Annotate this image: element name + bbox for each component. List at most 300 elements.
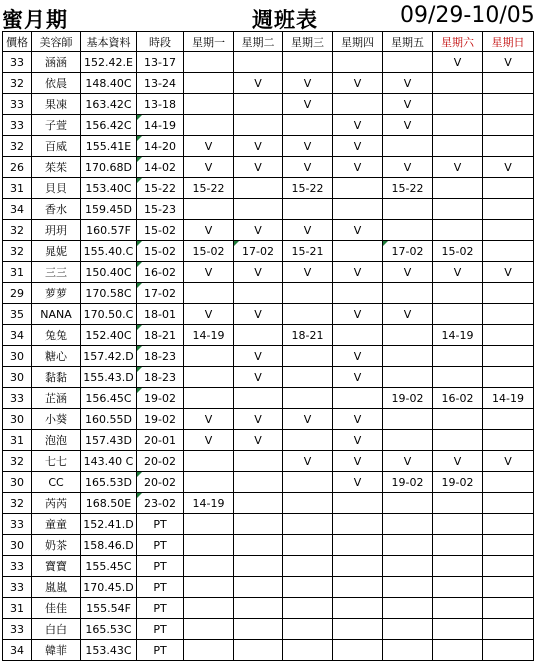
cell-wed xyxy=(283,283,333,304)
cell-price: 33 xyxy=(3,388,32,409)
cell-mon xyxy=(184,451,234,472)
cell-wed xyxy=(283,304,333,325)
cell-wed: V xyxy=(283,136,333,157)
cell-stylist: 芷涵 xyxy=(32,388,81,409)
cell-sat xyxy=(433,619,483,640)
table-row xyxy=(3,619,534,640)
cell-tue xyxy=(234,199,283,220)
cell-shift: 15-22 xyxy=(137,178,184,199)
cell-profile: 156.45C xyxy=(81,388,137,409)
cell-sun xyxy=(483,577,534,598)
cell-profile: 163.42C xyxy=(81,94,137,115)
table-row xyxy=(3,451,534,472)
cell-wed: V xyxy=(283,73,333,94)
table-row xyxy=(3,241,534,262)
cell-tue: V xyxy=(234,304,283,325)
cell-profile: 155.41E xyxy=(81,136,137,157)
cell-fri: V xyxy=(383,115,433,136)
col-shift: 時段 xyxy=(137,32,184,52)
cell-wed xyxy=(283,52,333,73)
cell-wed xyxy=(283,598,333,619)
cell-sat: 19-02 xyxy=(433,472,483,493)
cell-tue xyxy=(234,619,283,640)
table-row xyxy=(3,262,534,283)
cell-sat xyxy=(433,535,483,556)
cell-wed xyxy=(283,640,333,661)
cell-thu: V xyxy=(333,367,383,388)
cell-fri xyxy=(383,598,433,619)
cell-mon xyxy=(184,640,234,661)
cell-wed xyxy=(283,577,333,598)
cell-price: 31 xyxy=(3,178,32,199)
cell-shift: 14-02 xyxy=(137,157,184,178)
cell-mon: V xyxy=(184,304,234,325)
cell-stylist: 韓菲 xyxy=(32,640,81,661)
cell-sat: 15-02 xyxy=(433,241,483,262)
cell-sun: V xyxy=(483,451,534,472)
cell-shift: 16-02 xyxy=(137,262,184,283)
table-row xyxy=(3,283,534,304)
cell-shift: 18-01 xyxy=(137,304,184,325)
cell-sat xyxy=(433,115,483,136)
cell-thu: V xyxy=(333,220,383,241)
table-row xyxy=(3,136,534,157)
table-row xyxy=(3,367,534,388)
cell-mon: V xyxy=(184,409,234,430)
cell-stylist: 貝貝 xyxy=(32,178,81,199)
table-row xyxy=(3,346,534,367)
table-row xyxy=(3,73,534,94)
cell-tue xyxy=(234,388,283,409)
cell-mon: 15-02 xyxy=(184,241,234,262)
table-row xyxy=(3,598,534,619)
cell-price: 26 xyxy=(3,157,32,178)
cell-thu: V xyxy=(333,157,383,178)
cell-mon xyxy=(184,598,234,619)
cell-thu xyxy=(333,556,383,577)
cell-thu: V xyxy=(333,304,383,325)
cell-stylist: 奶茶 xyxy=(32,535,81,556)
cell-profile: 157.42.D xyxy=(81,346,137,367)
cell-profile: 150.40C xyxy=(81,262,137,283)
cell-thu: V xyxy=(333,409,383,430)
cell-shift: PT xyxy=(137,640,184,661)
cell-wed xyxy=(283,346,333,367)
cell-tue xyxy=(234,598,283,619)
cell-sat xyxy=(433,577,483,598)
cell-sat xyxy=(433,409,483,430)
cell-sun xyxy=(483,472,534,493)
cell-tue: V xyxy=(234,262,283,283)
cell-thu xyxy=(333,52,383,73)
table-row xyxy=(3,388,534,409)
col-sat: 星期六 xyxy=(433,32,483,52)
cell-profile: 159.45D xyxy=(81,199,137,220)
table-row xyxy=(3,535,534,556)
cell-sat: V xyxy=(433,52,483,73)
cell-profile: 157.43D xyxy=(81,430,137,451)
cell-sun xyxy=(483,535,534,556)
cell-stylist: 黏黏 xyxy=(32,367,81,388)
cell-fri: V xyxy=(383,262,433,283)
cell-stylist: 小葵 xyxy=(32,409,81,430)
cell-thu xyxy=(333,493,383,514)
cell-stylist: 白白 xyxy=(32,619,81,640)
cell-sat xyxy=(433,73,483,94)
cell-tue xyxy=(234,556,283,577)
cell-shift: PT xyxy=(137,535,184,556)
cell-thu xyxy=(333,577,383,598)
cell-tue xyxy=(234,640,283,661)
cell-stylist: 糖心 xyxy=(32,346,81,367)
cell-thu: V xyxy=(333,73,383,94)
cell-profile: 170.68D xyxy=(81,157,137,178)
cell-profile: 152.42.E xyxy=(81,52,137,73)
cell-shift: 19-02 xyxy=(137,388,184,409)
cell-sun xyxy=(483,115,534,136)
cell-tue: V xyxy=(234,157,283,178)
cell-profile: 158.46.D xyxy=(81,535,137,556)
table-row xyxy=(3,493,534,514)
cell-fri xyxy=(383,199,433,220)
cell-price: 33 xyxy=(3,514,32,535)
cell-thu: V xyxy=(333,115,383,136)
cell-tue: V xyxy=(234,73,283,94)
cell-shift: 20-02 xyxy=(137,472,184,493)
cell-profile: 160.55D xyxy=(81,409,137,430)
cell-price: 33 xyxy=(3,115,32,136)
cell-fri xyxy=(383,346,433,367)
cell-stylist: CC xyxy=(32,472,81,493)
cell-price: 31 xyxy=(3,430,32,451)
cell-stylist: 泡泡 xyxy=(32,430,81,451)
col-tue: 星期二 xyxy=(234,32,283,52)
cell-mon xyxy=(184,514,234,535)
cell-price: 32 xyxy=(3,136,32,157)
cell-shift: PT xyxy=(137,619,184,640)
cell-shift: PT xyxy=(137,598,184,619)
cell-price: 33 xyxy=(3,94,32,115)
cell-sat xyxy=(433,283,483,304)
cell-mon: 15-22 xyxy=(184,178,234,199)
cell-mon xyxy=(184,367,234,388)
cell-sat: V xyxy=(433,451,483,472)
cell-mon xyxy=(184,472,234,493)
table-row xyxy=(3,577,534,598)
cell-sat xyxy=(433,367,483,388)
cell-shift: 18-23 xyxy=(137,346,184,367)
cell-price: 33 xyxy=(3,556,32,577)
cell-profile: 168.50E xyxy=(81,493,137,514)
cell-fri: V xyxy=(383,451,433,472)
cell-tue xyxy=(234,514,283,535)
cell-price: 32 xyxy=(3,241,32,262)
cell-shift: 14-19 xyxy=(137,115,184,136)
cell-stylist: 兔兔 xyxy=(32,325,81,346)
cell-profile: 155.54F xyxy=(81,598,137,619)
cell-mon xyxy=(184,94,234,115)
cell-sat: V xyxy=(433,262,483,283)
cell-fri xyxy=(383,430,433,451)
cell-thu xyxy=(333,199,383,220)
cell-profile: 156.42C xyxy=(81,115,137,136)
cell-thu xyxy=(333,640,383,661)
cell-tue xyxy=(234,52,283,73)
cell-profile: 155.45C xyxy=(81,556,137,577)
cell-stylist: 童童 xyxy=(32,514,81,535)
cell-sun xyxy=(483,220,534,241)
cell-wed xyxy=(283,388,333,409)
cell-mon: 14-19 xyxy=(184,325,234,346)
cell-shift: PT xyxy=(137,514,184,535)
cell-thu xyxy=(333,325,383,346)
cell-thu xyxy=(333,598,383,619)
col-wed: 星期三 xyxy=(283,32,333,52)
cell-wed: V xyxy=(283,262,333,283)
cell-fri xyxy=(383,136,433,157)
cell-thu xyxy=(333,514,383,535)
cell-tue xyxy=(234,493,283,514)
cell-stylist: 依晨 xyxy=(32,73,81,94)
col-profile: 基本資料 xyxy=(81,32,137,52)
cell-tue xyxy=(234,535,283,556)
cell-wed xyxy=(283,556,333,577)
cell-stylist: 香水 xyxy=(32,199,81,220)
cell-sun: V xyxy=(483,52,534,73)
cell-mon: V xyxy=(184,220,234,241)
cell-thu: V xyxy=(333,346,383,367)
cell-profile: 155.40.C xyxy=(81,241,137,262)
cell-profile: 148.40C xyxy=(81,73,137,94)
cell-sun xyxy=(483,304,534,325)
cell-mon: V xyxy=(184,430,234,451)
cell-thu xyxy=(333,94,383,115)
cell-fri: 19-02 xyxy=(383,388,433,409)
cell-sun xyxy=(483,493,534,514)
cell-wed: 18-21 xyxy=(283,325,333,346)
cell-thu xyxy=(333,178,383,199)
cell-tue: V xyxy=(234,346,283,367)
cell-price: 31 xyxy=(3,262,32,283)
cell-price: 34 xyxy=(3,325,32,346)
cell-profile: 165.53D xyxy=(81,472,137,493)
table-row xyxy=(3,94,534,115)
cell-tue: 17-02 xyxy=(234,241,283,262)
cell-price: 32 xyxy=(3,73,32,94)
cell-sat: 16-02 xyxy=(433,388,483,409)
cell-sun xyxy=(483,73,534,94)
cell-mon: V xyxy=(184,262,234,283)
cell-sun xyxy=(483,346,534,367)
cell-stylist: 七七 xyxy=(32,451,81,472)
date-range: 09/29-10/05 xyxy=(400,3,535,28)
cell-sun xyxy=(483,283,534,304)
cell-thu: V xyxy=(333,262,383,283)
cell-sat xyxy=(433,556,483,577)
cell-tue: V xyxy=(234,409,283,430)
cell-stylist: 茱茱 xyxy=(32,157,81,178)
cell-stylist: NANA xyxy=(32,304,81,325)
cell-sat xyxy=(433,493,483,514)
cell-sat xyxy=(433,346,483,367)
cell-mon: 14-19 xyxy=(184,493,234,514)
cell-sat xyxy=(433,136,483,157)
cell-wed xyxy=(283,367,333,388)
cell-mon xyxy=(184,115,234,136)
cell-mon xyxy=(184,73,234,94)
cell-tue xyxy=(234,115,283,136)
cell-profile: 170.50.C xyxy=(81,304,137,325)
cell-wed xyxy=(283,535,333,556)
cell-fri: 19-02 xyxy=(383,472,433,493)
table-row xyxy=(3,52,534,73)
cell-sat xyxy=(433,304,483,325)
cell-wed: V xyxy=(283,409,333,430)
table-row xyxy=(3,472,534,493)
cell-shift: 19-02 xyxy=(137,409,184,430)
cell-sat xyxy=(433,94,483,115)
cell-stylist: 三三 xyxy=(32,262,81,283)
cell-profile: 153.40C xyxy=(81,178,137,199)
cell-fri: V xyxy=(383,157,433,178)
cell-tue: V xyxy=(234,430,283,451)
cell-sun: V xyxy=(483,262,534,283)
cell-stylist: 子萱 xyxy=(32,115,81,136)
cell-shift: 18-21 xyxy=(137,325,184,346)
cell-price: 33 xyxy=(3,52,32,73)
cell-fri xyxy=(383,640,433,661)
cell-shift: 13-17 xyxy=(137,52,184,73)
cell-stylist: 芮芮 xyxy=(32,493,81,514)
cell-sun xyxy=(483,619,534,640)
cell-price: 29 xyxy=(3,283,32,304)
cell-tue xyxy=(234,178,283,199)
cell-sat xyxy=(433,598,483,619)
cell-wed xyxy=(283,115,333,136)
cell-profile: 165.53C xyxy=(81,619,137,640)
cell-stylist: 玥玥 xyxy=(32,220,81,241)
table-row xyxy=(3,157,534,178)
table-row xyxy=(3,430,534,451)
cell-mon xyxy=(184,283,234,304)
cell-fri xyxy=(383,535,433,556)
cell-thu xyxy=(333,388,383,409)
table-row xyxy=(3,640,534,661)
cell-tue xyxy=(234,325,283,346)
cell-price: 31 xyxy=(3,598,32,619)
cell-sat xyxy=(433,220,483,241)
cell-shift: 13-18 xyxy=(137,94,184,115)
cell-profile: 143.40 C xyxy=(81,451,137,472)
cell-thu: V xyxy=(333,472,383,493)
cell-sun xyxy=(483,430,534,451)
header-row xyxy=(3,32,534,52)
cell-profile: 152.40C xyxy=(81,325,137,346)
cell-price: 32 xyxy=(3,220,32,241)
cell-fri xyxy=(383,493,433,514)
cell-mon xyxy=(184,535,234,556)
table-row xyxy=(3,178,534,199)
cell-price: 35 xyxy=(3,304,32,325)
cell-tue xyxy=(234,283,283,304)
col-sun: 星期日 xyxy=(483,32,534,52)
cell-wed xyxy=(283,199,333,220)
col-price: 價格 xyxy=(3,32,32,52)
cell-price: 30 xyxy=(3,346,32,367)
cell-wed: V xyxy=(283,157,333,178)
cell-price: 30 xyxy=(3,472,32,493)
table-row xyxy=(3,199,534,220)
cell-profile: 152.41.D xyxy=(81,514,137,535)
table-row xyxy=(3,115,534,136)
cell-stylist: 嵐嵐 xyxy=(32,577,81,598)
cell-shift: 18-23 xyxy=(137,367,184,388)
page-header xyxy=(0,0,540,32)
cell-wed: V xyxy=(283,451,333,472)
cell-shift: PT xyxy=(137,556,184,577)
col-fri: 星期五 xyxy=(383,32,433,52)
table-row xyxy=(3,514,534,535)
table-row xyxy=(3,220,534,241)
cell-profile: 170.45.D xyxy=(81,577,137,598)
table-row xyxy=(3,304,534,325)
cell-mon xyxy=(184,619,234,640)
cell-price: 30 xyxy=(3,367,32,388)
cell-sun xyxy=(483,241,534,262)
cell-tue: V xyxy=(234,367,283,388)
cell-sun xyxy=(483,199,534,220)
cell-thu: V xyxy=(333,136,383,157)
cell-stylist: 晁妮 xyxy=(32,241,81,262)
cell-fri xyxy=(383,220,433,241)
schedule-table xyxy=(2,31,534,661)
cell-tue: V xyxy=(234,136,283,157)
cell-sun xyxy=(483,136,534,157)
cell-fri xyxy=(383,325,433,346)
cell-profile: 155.43.D xyxy=(81,367,137,388)
cell-sun xyxy=(483,178,534,199)
cell-sat: V xyxy=(433,157,483,178)
cell-tue: V xyxy=(234,220,283,241)
cell-thu: V xyxy=(333,451,383,472)
cell-shift: 13-24 xyxy=(137,73,184,94)
cell-price: 33 xyxy=(3,577,32,598)
cell-shift: 15-23 xyxy=(137,199,184,220)
cell-fri xyxy=(383,409,433,430)
cell-mon: V xyxy=(184,136,234,157)
cell-shift: 14-20 xyxy=(137,136,184,157)
cell-mon xyxy=(184,556,234,577)
cell-sun xyxy=(483,367,534,388)
table-row xyxy=(3,409,534,430)
cell-mon xyxy=(184,52,234,73)
cell-sun xyxy=(483,556,534,577)
cell-thu xyxy=(333,619,383,640)
cell-fri xyxy=(383,283,433,304)
cell-price: 32 xyxy=(3,451,32,472)
col-thu: 星期四 xyxy=(333,32,383,52)
cell-price: 30 xyxy=(3,409,32,430)
cell-price: 33 xyxy=(3,619,32,640)
table-row xyxy=(3,556,534,577)
cell-wed xyxy=(283,493,333,514)
col-stylist: 美容師 xyxy=(32,32,81,52)
cell-wed: 15-22 xyxy=(283,178,333,199)
cell-mon xyxy=(184,577,234,598)
cell-mon: V xyxy=(184,157,234,178)
cell-fri: V xyxy=(383,73,433,94)
cell-thu xyxy=(333,241,383,262)
